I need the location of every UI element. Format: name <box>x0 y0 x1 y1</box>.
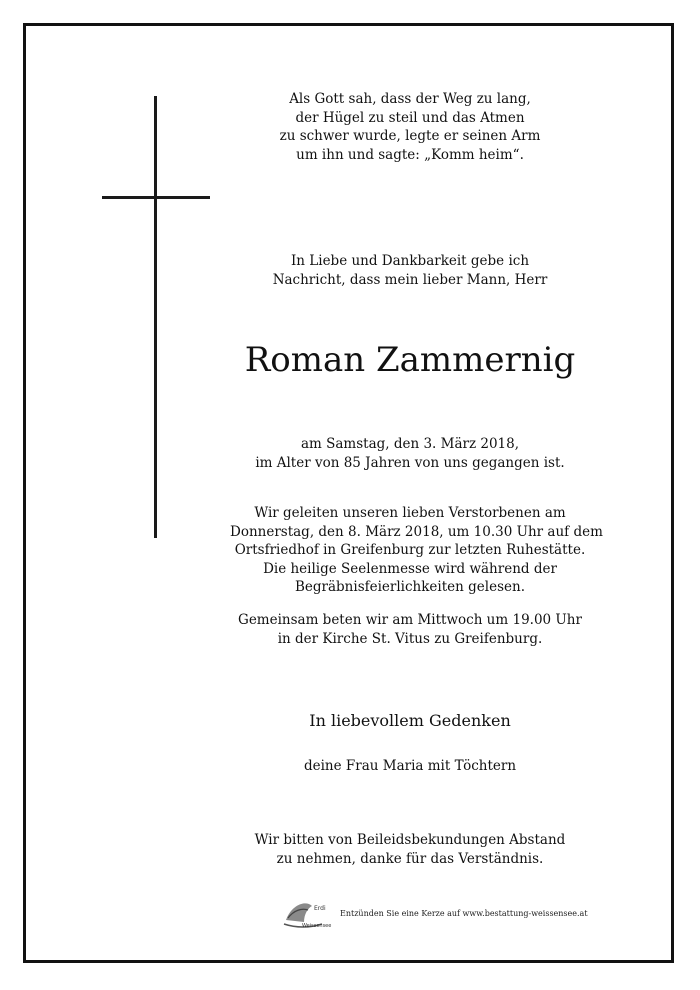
page-border <box>23 23 674 963</box>
poem-line: der Hügel zu steil und das Atmen <box>295 109 525 126</box>
intro-line: Nachricht, dass mein lieber Mann, Herr <box>272 271 548 288</box>
death-info-line: im Alter von 85 Jahren von uns gegangen ist. <box>255 454 565 471</box>
condolence-request <box>230 831 590 868</box>
poem-line: um ihn und sagte: „Komm heim“. <box>296 146 524 163</box>
cross-icon-horizontal <box>102 196 210 199</box>
request-line: Wir bitten von Beileidsbekundungen Abstand <box>254 832 566 848</box>
funeral-info-line: Donnerstag, den 8. März 2018, um 10.30 Uhr auf dem <box>230 523 603 540</box>
prayer-info <box>230 611 590 648</box>
prayer-info-line: in der Kirche St. Vitus zu Greifenburg. <box>277 630 543 647</box>
funeral-home-logo-icon <box>282 896 338 930</box>
prayer-info-line: Gemeinsam beten wir am Mittwoch um 19.00 Uhr <box>238 612 582 628</box>
poem-line: zu schwer wurde, legte er seinen Arm <box>279 128 541 144</box>
family-signature: deine Frau Maria mit Töchtern <box>303 758 517 774</box>
candle-link-text: Entzünden Sie eine Kerze auf www.bestattung-weissensee.at <box>340 908 588 918</box>
poem <box>230 90 590 164</box>
svg-text:Erdi: Erdi <box>314 905 326 912</box>
poem-line: Als Gott sah, dass der Weg zu lang, <box>289 91 531 107</box>
cross-icon-vertical <box>154 96 157 538</box>
remembrance-heading: In liebevollem Gedenken <box>309 711 511 730</box>
funeral-info-line: Wir geleiten unseren lieben Verstorbenen am <box>254 505 566 521</box>
request-line: zu nehmen, danke für das Verständnis. <box>276 850 544 867</box>
intro-text <box>230 252 590 289</box>
intro-line: In Liebe und Dankbarkeit gebe ich <box>290 253 530 269</box>
svg-text:Weissensee: Weissensee <box>302 923 332 929</box>
deceased-name: Roman Zammernig <box>244 340 576 380</box>
funeral-info-line: Die heilige Seelenmesse wird während der <box>263 560 557 577</box>
death-info-line: am Samstag, den 3. März 2018, <box>300 436 520 452</box>
funeral-info-line: Begräbnisfeierlichkeiten gelesen. <box>294 579 525 595</box>
footer <box>282 896 588 930</box>
funeral-info <box>230 504 603 597</box>
funeral-info-line: Ortsfriedhof in Greifenburg zur letzten Ruhestätte. <box>234 542 586 558</box>
death-info <box>230 435 590 472</box>
